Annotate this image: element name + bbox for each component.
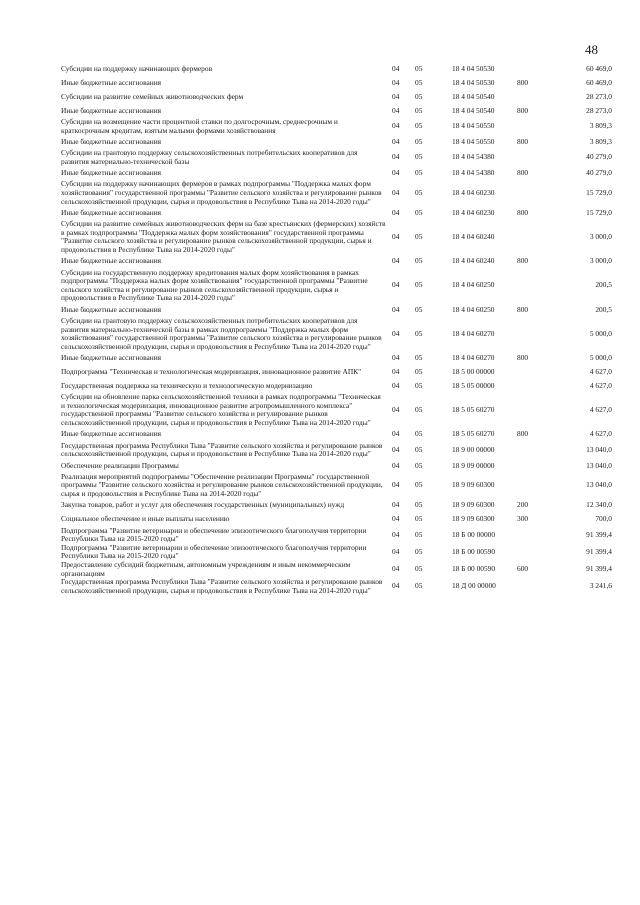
- section-code-cell: 04: [392, 91, 400, 101]
- section-code-cell: 04: [392, 564, 400, 574]
- table-row: [61, 149, 612, 166]
- expense-type-code-cell: 800: [517, 77, 529, 87]
- item-name-cell: Подпрограмма "Развитие ветеринарии и обеспечение эпизоотического благополучия территории Республики Тыва на 2015-2020 годы": [61, 525, 367, 544]
- item-name-cell: Закупка товаров, работ и услуг для обеспечения государственных (муниципальных) нужд: [61, 500, 345, 510]
- item-name-cell: Государственная программа Республики Тыва "Развитие сельского хозяйства и регулирование рынков сельскохозяйственной продукции, сырья и продовольствия в Республике Тыва на 2014-2020 годы": [61, 577, 383, 595]
- expense-type-code-cell: [517, 527, 557, 544]
- table-row: [61, 428, 612, 442]
- section-code-cell: 04: [392, 547, 400, 557]
- item-name-cell: Государственная программа Республики Тыва "Развитие сельского хозяйства и регулирование рынков сельскохозяйственной продукции, сырья и продовольствия в Республике Тыва на 2014-2020 годы": [61, 440, 383, 459]
- subsection-code-cell: 05: [415, 500, 423, 510]
- item-name-cell: Реализация мероприятий подпрограммы "Обеспечение реализации Программы" государственной программы "Развитие сельского хозяйства и регулирование рынков сельскохозяйственной продукции, сырья и продовольствия в Республике Тыва на 2014-2020 годы": [61, 471, 383, 499]
- table-row: [61, 544, 612, 561]
- item-name-cell: Иные бюджетные ассигнования: [61, 77, 162, 87]
- subsection-code-cell: 05: [415, 232, 423, 242]
- expense-type-code-cell: 800: [517, 429, 529, 439]
- item-name-cell: Иные бюджетные ассигнования: [61, 168, 162, 178]
- amount-cell: 200,5: [595, 280, 612, 290]
- subsection-code-cell: 05: [415, 460, 423, 470]
- expense-type-code-cell: [517, 317, 557, 351]
- amount-cell: 5 000,0: [589, 328, 612, 338]
- table-row: [61, 303, 612, 317]
- section-code-cell: 04: [392, 352, 400, 362]
- expense-type-code-cell: [517, 90, 557, 104]
- item-name-cell: Подпрограмма "Развитие ветеринарии и обеспечение эпизоотического благополучия территории Республики Тыва на 2015-2020 годы": [61, 542, 367, 561]
- section-code-cell: 04: [392, 514, 400, 524]
- item-name-cell: Субсидии на обновление парка сельскохозяйственной техники в рамках подпрограммы "Техническая и технологическая модернизация, инновационное развитие агропромышленного комплекса" государственной программы "Развитие сельского хозяйства и регулирование рынков сельскохозяйственной продукции, сырья и продовольствия в Республике Тыва на 2014-2020 годы": [61, 392, 381, 428]
- expense-type-code-cell: [517, 149, 557, 166]
- subsection-code-cell: 05: [415, 429, 423, 439]
- section-code-cell: 04: [392, 429, 400, 439]
- table-row: [61, 473, 612, 499]
- subsection-code-cell: 05: [415, 304, 423, 314]
- section-code-cell: 04: [392, 63, 400, 73]
- amount-cell: 13 040,0: [586, 480, 612, 490]
- expense-type-code-cell: 800: [517, 136, 529, 146]
- section-code-cell: 04: [392, 405, 400, 415]
- target-article-code-cell: 18 4 04 60270: [452, 352, 495, 362]
- item-name-cell: Иные бюджетные ассигнования: [61, 429, 162, 439]
- subsection-code-cell: 05: [415, 168, 423, 178]
- amount-cell: 700,0: [595, 514, 612, 524]
- subsection-code-cell: 05: [415, 152, 423, 162]
- subsection-code-cell: 05: [415, 207, 423, 217]
- section-code-cell: 04: [392, 380, 400, 390]
- expense-type-code-cell: [517, 473, 557, 499]
- target-article-code-cell: 18 4 04 60230: [452, 187, 495, 197]
- target-article-code-cell: 18 Б 00 00590: [452, 564, 496, 574]
- target-article-code-cell: 18 9 09 60300: [452, 480, 495, 490]
- target-article-code-cell: 18 9 09 00000: [452, 460, 495, 470]
- expense-type-code-cell: [517, 62, 557, 76]
- table-row: [61, 220, 612, 254]
- table-row: [61, 442, 612, 459]
- amount-cell: 60 469,0: [586, 77, 612, 87]
- amount-cell: 3 809,3: [589, 136, 612, 146]
- amount-cell: 28 273,0: [586, 91, 612, 101]
- amount-cell: 40 279,0: [586, 168, 612, 178]
- page-number: 48: [585, 42, 598, 57]
- target-article-code-cell: 18 5 05 60270: [452, 429, 495, 439]
- item-name-cell: Иные бюджетные ассигнования: [61, 136, 162, 146]
- item-name-cell: Субсидии на грантовую поддержку сельскохозяйственных потребительских кооперативов для развития материально-технической базы: [61, 148, 358, 166]
- expense-type-code-cell: [517, 393, 557, 427]
- expense-type-code-cell: [517, 578, 557, 595]
- amount-cell: 4 627,0: [589, 429, 612, 439]
- expense-type-code-cell: 800: [517, 105, 529, 115]
- section-code-cell: 04: [392, 207, 400, 217]
- target-article-code-cell: 18 5 05 60270: [452, 405, 495, 415]
- section-code-cell: 04: [392, 105, 400, 115]
- target-article-code-cell: 18 4 04 50530: [452, 63, 495, 73]
- table-row: [61, 118, 612, 135]
- amount-cell: 91 399,4: [586, 547, 612, 557]
- expense-type-code-cell: [517, 379, 557, 393]
- amount-cell: 60 469,0: [586, 63, 612, 73]
- section-code-cell: 04: [392, 280, 400, 290]
- target-article-code-cell: 18 4 04 60230: [452, 207, 495, 217]
- subsection-code-cell: 05: [415, 187, 423, 197]
- amount-cell: 28 273,0: [586, 105, 612, 115]
- table-row: [61, 351, 612, 365]
- section-code-cell: 04: [392, 366, 400, 376]
- item-name-cell: Субсидии на грантовую поддержку сельскохозяйственных потребительских кооперативов для развития материально-технической базы в рамках подпрограммы "Поддержка малых форм хозяйствования" государственной программы "Развитие сельского хозяйства и регулирование рынков сельскохозяйственной продукции, сырья и продовольствия в Республике Тыва на 2014-2020 годы": [61, 315, 382, 351]
- amount-cell: 3 000,0: [589, 256, 612, 266]
- section-code-cell: 04: [392, 444, 400, 454]
- table-row: [61, 393, 612, 427]
- section-code-cell: 04: [392, 460, 400, 470]
- amount-cell: 91 399,4: [586, 564, 612, 574]
- section-code-cell: 04: [392, 232, 400, 242]
- table-row: [61, 499, 612, 513]
- section-code-cell: 04: [392, 256, 400, 266]
- expense-type-code-cell: [517, 220, 557, 254]
- item-name-cell: Субсидии на возмещение части процентной ставки по долгосрочным, среднесрочным и краткосрочным кредитам, взятым малыми формами хозяйствования: [61, 117, 338, 135]
- table-row: [61, 90, 612, 104]
- subsection-code-cell: 05: [415, 380, 423, 390]
- target-article-code-cell: 18 5 05 00000: [452, 380, 495, 390]
- amount-cell: 4 627,0: [589, 405, 612, 415]
- expense-type-code-cell: 800: [517, 207, 529, 217]
- target-article-code-cell: 18 4 04 60240: [452, 256, 495, 266]
- amount-cell: 12 340,0: [586, 500, 612, 510]
- target-article-code-cell: 18 9 00 00000: [452, 444, 495, 454]
- table-row: [61, 561, 612, 578]
- target-article-code-cell: 18 4 04 60250: [452, 304, 495, 314]
- expense-type-code-cell: [517, 180, 557, 206]
- item-name-cell: Государственная поддержка на техническую и технологическую модернизацию: [61, 380, 313, 390]
- amount-cell: 40 279,0: [586, 152, 612, 162]
- item-name-cell: Социальное обеспечение и иные выплаты населению: [61, 514, 230, 524]
- subsection-code-cell: 05: [415, 77, 423, 87]
- target-article-code-cell: 18 5 00 00000: [452, 366, 495, 376]
- target-article-code-cell: 18 Д 00 00000: [452, 581, 496, 591]
- target-article-code-cell: 18 Б 00 00590: [452, 547, 496, 557]
- expense-type-code-cell: [517, 118, 557, 135]
- subsection-code-cell: 05: [415, 328, 423, 338]
- amount-cell: 4 627,0: [589, 366, 612, 376]
- section-code-cell: 04: [392, 187, 400, 197]
- item-name-cell: Субсидии на поддержку начинающих фермеров: [61, 63, 213, 73]
- table-row: [61, 180, 612, 206]
- table-row: [61, 104, 612, 118]
- section-code-cell: 04: [392, 152, 400, 162]
- target-article-code-cell: 18 4 04 60270: [452, 328, 495, 338]
- item-name-cell: Обеспечение реализации Программы: [61, 460, 179, 470]
- section-code-cell: 04: [392, 304, 400, 314]
- target-article-code-cell: 18 4 04 50550: [452, 121, 495, 131]
- amount-cell: 15 729,0: [586, 207, 612, 217]
- subsection-code-cell: 05: [415, 366, 423, 376]
- amount-cell: 3 809,3: [589, 121, 612, 131]
- amount-cell: 3 241,6: [589, 581, 612, 591]
- table-row: [61, 317, 612, 351]
- section-code-cell: 04: [392, 480, 400, 490]
- subsection-code-cell: 05: [415, 105, 423, 115]
- subsection-code-cell: 05: [415, 91, 423, 101]
- section-code-cell: 04: [392, 121, 400, 131]
- item-name-cell: Иные бюджетные ассигнования: [61, 105, 162, 115]
- table-row: [61, 513, 612, 527]
- target-article-code-cell: 18 4 04 54380: [452, 168, 495, 178]
- target-article-code-cell: 18 Б 00 00000: [452, 529, 496, 539]
- item-name-cell: Предоставление субсидий бюджетным, автономным учреждениям и иным некоммерческим организациям: [61, 560, 351, 578]
- expense-type-code-cell: [517, 269, 557, 303]
- table-row: [61, 62, 612, 76]
- expense-type-code-cell: 800: [517, 168, 529, 178]
- expense-type-code-cell: 600: [517, 564, 529, 574]
- expense-type-code-cell: 800: [517, 304, 529, 314]
- expense-type-code-cell: [517, 459, 557, 473]
- subsection-code-cell: 05: [415, 63, 423, 73]
- item-name-cell: Субсидии на развитие семейных животноводческих ферм: [61, 91, 244, 101]
- amount-cell: 4 627,0: [589, 380, 612, 390]
- item-name-cell: Иные бюджетные ассигнования: [61, 352, 162, 362]
- table-row: [61, 365, 612, 379]
- target-article-code-cell: 18 4 04 50530: [452, 77, 495, 87]
- amount-cell: 5 000,0: [589, 352, 612, 362]
- item-name-cell: Субсидии на государственную поддержку кредитования малых форм хозяйствования в рамках подпрограммы "Поддержка малых форм хозяйствования" государственной программы "Развитие сельского хозяйства и регулирование рынков сельскохозяйственной продукции, сырья и продовольствия в Республике Тыва на 2014-2020 годы": [61, 267, 368, 303]
- table-row: [61, 269, 612, 303]
- table-row: [61, 379, 612, 393]
- section-code-cell: 04: [392, 328, 400, 338]
- subsection-code-cell: 05: [415, 564, 423, 574]
- item-name-cell: Субсидии на развитие семейных животноводческих ферм на базе крестьянских (фермерских) хозяйств в рамках подпрограммы "Поддержка малых форм хозяйствования" государственной программы "Развитие сельского хозяйства и регулирование рынков сельскохозяйственной продукции, сырья и продовольствия в Республике Тыва на 2014-2020 годы": [61, 219, 386, 254]
- table-row: [61, 135, 612, 149]
- subsection-code-cell: 05: [415, 581, 423, 591]
- subsection-code-cell: 05: [415, 352, 423, 362]
- section-code-cell: 04: [392, 529, 400, 539]
- amount-cell: 15 729,0: [586, 187, 612, 197]
- section-code-cell: 04: [392, 500, 400, 510]
- expense-type-code-cell: [517, 544, 557, 561]
- subsection-code-cell: 05: [415, 121, 423, 131]
- subsection-code-cell: 05: [415, 280, 423, 290]
- table-row: [61, 459, 612, 473]
- section-code-cell: 04: [392, 581, 400, 591]
- budget-table-body: [61, 62, 612, 595]
- table-row: [61, 166, 612, 180]
- expense-type-code-cell: 300: [517, 514, 529, 524]
- amount-cell: 200,5: [595, 304, 612, 314]
- amount-cell: 13 040,0: [586, 444, 612, 454]
- target-article-code-cell: 18 9 09 60300: [452, 514, 495, 524]
- target-article-code-cell: 18 4 04 50550: [452, 136, 495, 146]
- item-name-cell: Иные бюджетные ассигнования: [61, 256, 162, 266]
- amount-cell: 13 040,0: [586, 460, 612, 470]
- subsection-code-cell: 05: [415, 256, 423, 266]
- item-name-cell: Иные бюджетные ассигнования: [61, 207, 162, 217]
- target-article-code-cell: 18 9 09 60300: [452, 500, 495, 510]
- subsection-code-cell: 05: [415, 444, 423, 454]
- expense-type-code-cell: 200: [517, 500, 529, 510]
- amount-cell: 91 399,4: [586, 529, 612, 539]
- amount-cell: 3 000,0: [589, 232, 612, 242]
- table-row: [61, 255, 612, 269]
- target-article-code-cell: 18 4 04 60240: [452, 232, 495, 242]
- target-article-code-cell: 18 4 04 50540: [452, 91, 495, 101]
- table-row: [61, 527, 612, 544]
- subsection-code-cell: 05: [415, 529, 423, 539]
- expense-type-code-cell: [517, 365, 557, 379]
- item-name-cell: Подпрограмма "Техническая и технологическая модернизация, инновационное развитие АПК": [61, 366, 362, 376]
- section-code-cell: 04: [392, 77, 400, 87]
- expense-type-code-cell: [517, 442, 557, 459]
- table-row: [61, 578, 612, 595]
- table-row: [61, 76, 612, 90]
- item-name-cell: Иные бюджетные ассигнования: [61, 304, 162, 314]
- subsection-code-cell: 05: [415, 136, 423, 146]
- budget-table: [61, 62, 612, 595]
- target-article-code-cell: 18 4 04 54380: [452, 152, 495, 162]
- expense-type-code-cell: 800: [517, 352, 529, 362]
- subsection-code-cell: 05: [415, 405, 423, 415]
- table-row: [61, 206, 612, 220]
- section-code-cell: 04: [392, 168, 400, 178]
- subsection-code-cell: 05: [415, 480, 423, 490]
- subsection-code-cell: 05: [415, 547, 423, 557]
- expense-type-code-cell: 800: [517, 256, 529, 266]
- target-article-code-cell: 18 4 04 60250: [452, 280, 495, 290]
- subsection-code-cell: 05: [415, 514, 423, 524]
- item-name-cell: Субсидии на поддержку начинающих фермеров в рамках подпрограммы "Поддержка малых форм хозяйствования" государственной программы "Развитие сельского хозяйства и регулирование рынков сельскохозяйственной продукции, сырья и продовольствия в Республике Тыва на 2014-2020 годы": [61, 179, 382, 206]
- target-article-code-cell: 18 4 04 50540: [452, 105, 495, 115]
- section-code-cell: 04: [392, 136, 400, 146]
